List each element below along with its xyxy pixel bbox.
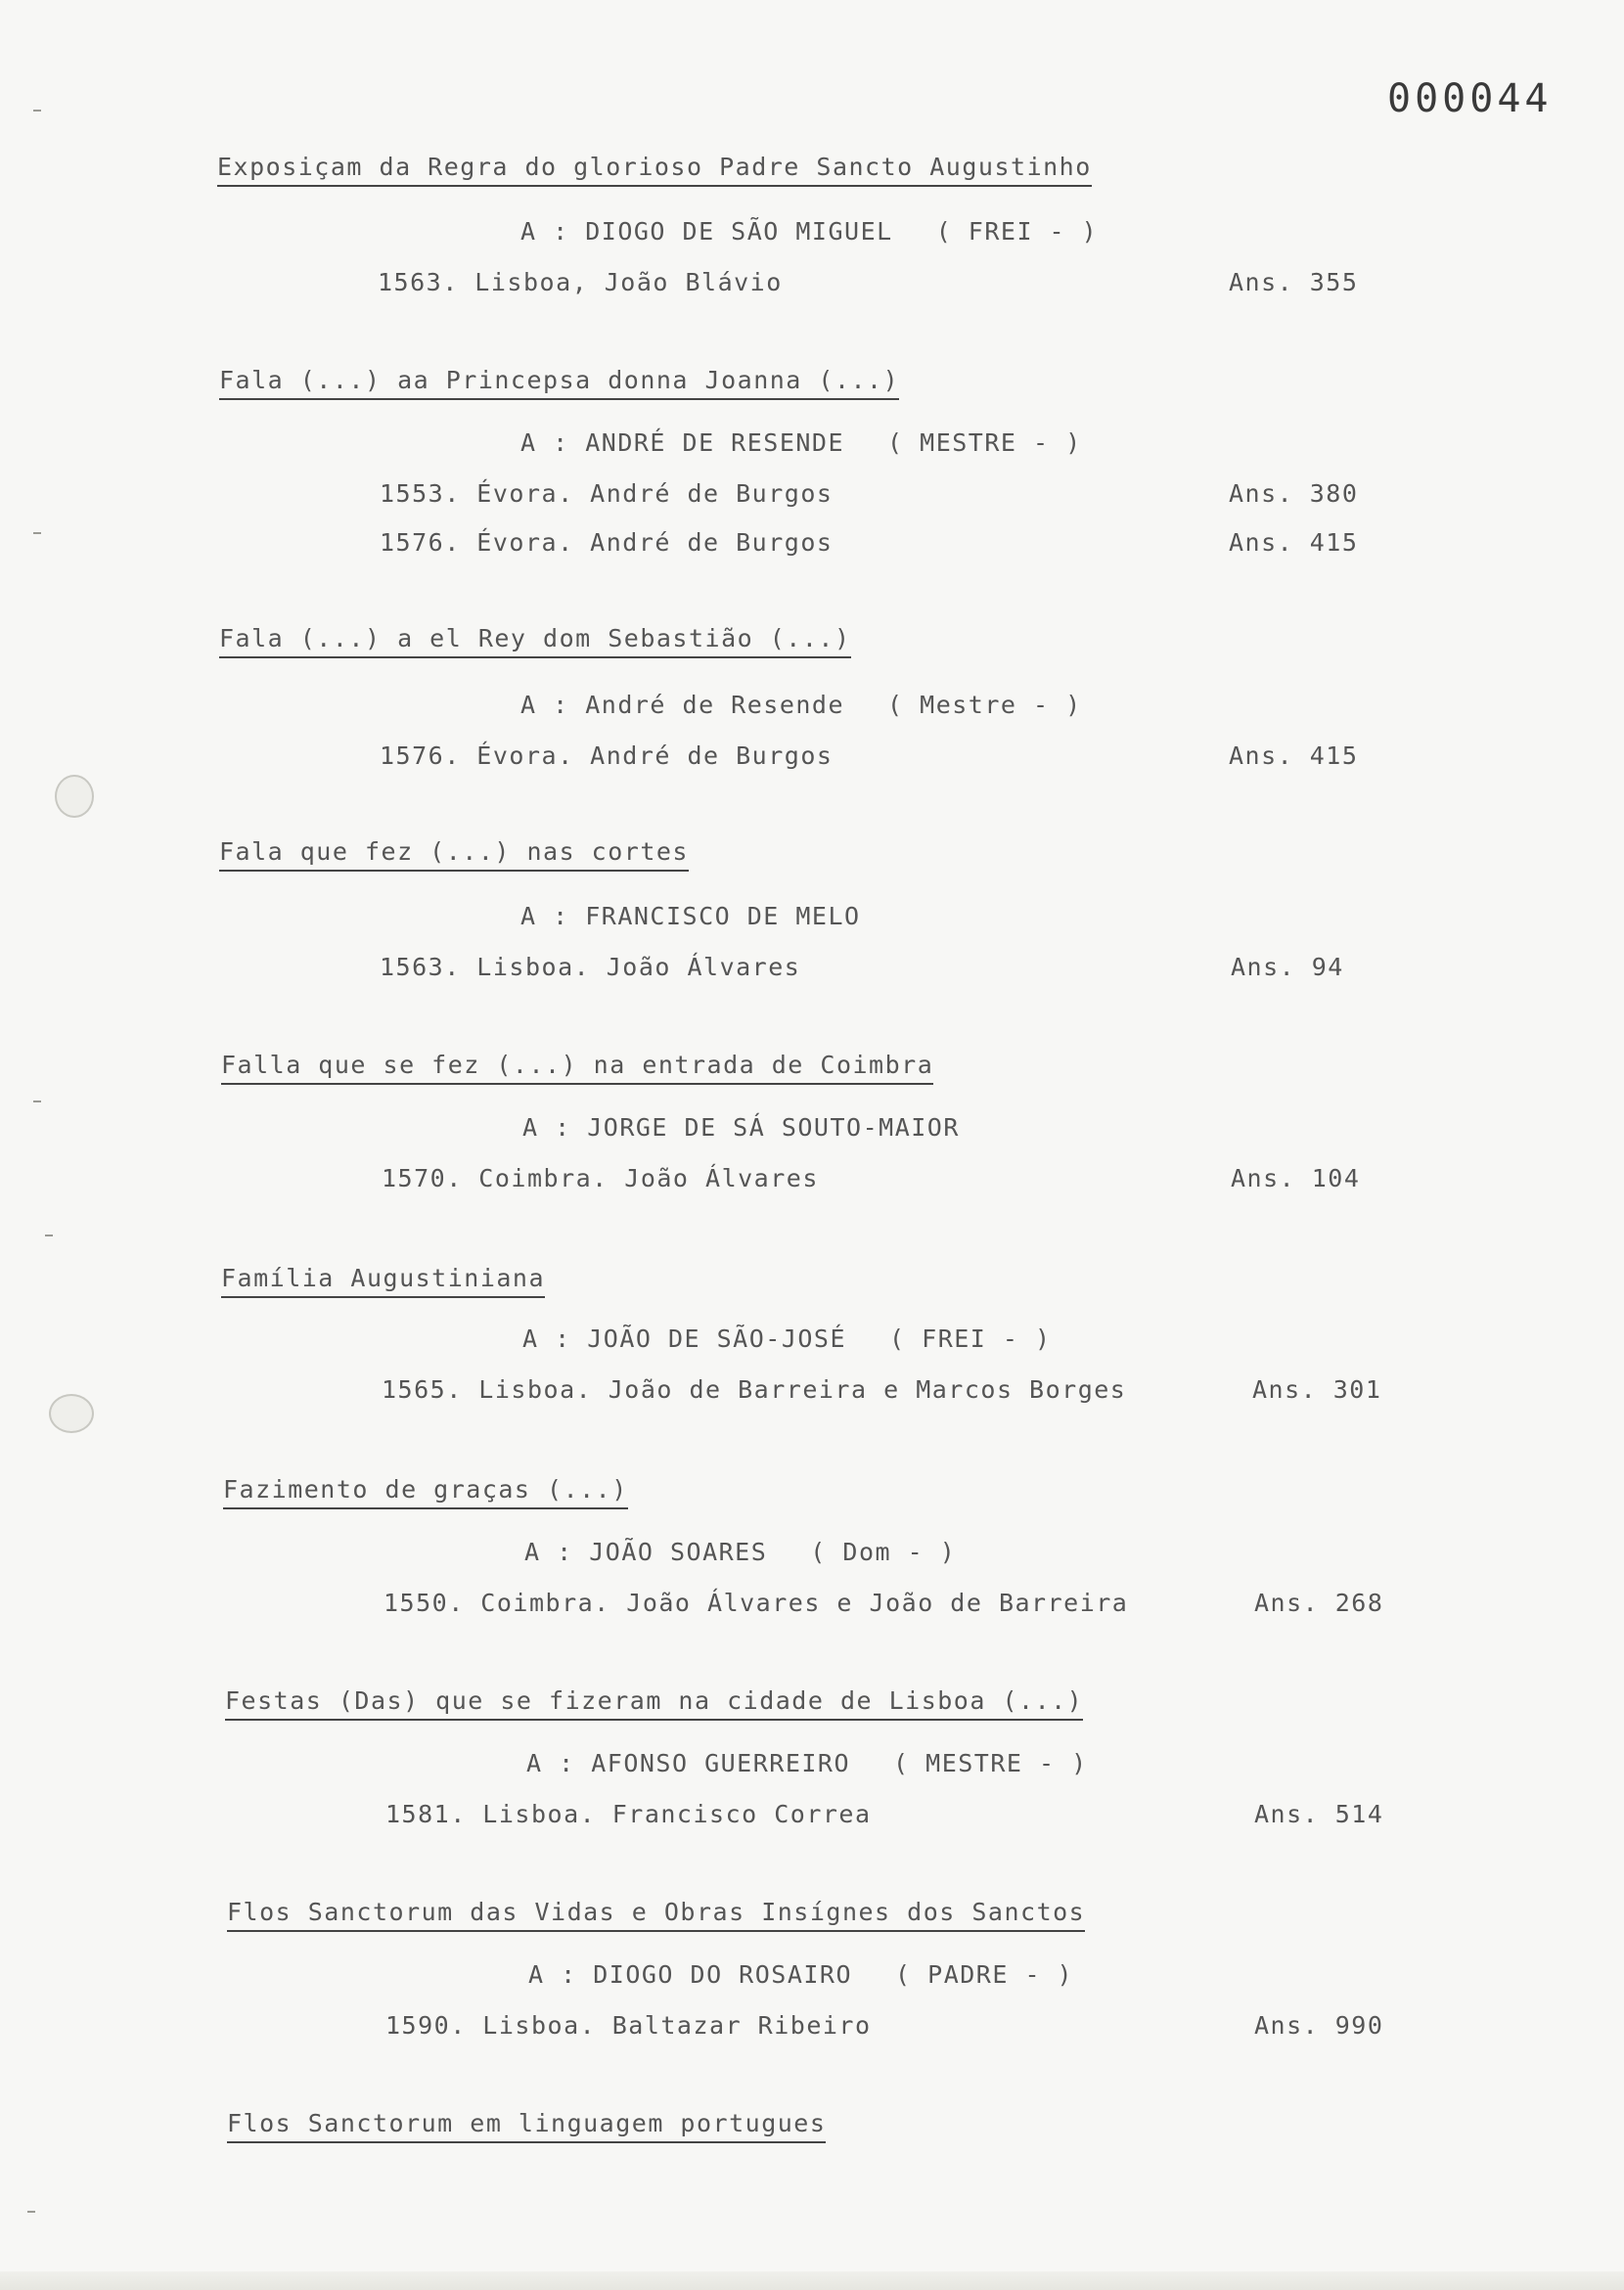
margin-mark bbox=[33, 110, 41, 112]
margin-mark bbox=[27, 2211, 35, 2213]
edition-line: 1590. Lisboa. Baltazar Ribeiro bbox=[385, 2011, 872, 2040]
edition-line: 1553. Évora. André de Burgos bbox=[380, 479, 834, 508]
ans-reference: Ans. 104 bbox=[1231, 1164, 1361, 1192]
page-bottom-edge bbox=[0, 2271, 1624, 2290]
author-role: ( PADRE - ) bbox=[895, 1960, 1074, 1989]
punch-hole-lower bbox=[49, 1394, 94, 1433]
author-role: ( MESTRE - ) bbox=[887, 428, 1082, 457]
author-prefix: A : bbox=[528, 1960, 594, 1989]
ans-reference: Ans. 268 bbox=[1254, 1589, 1384, 1617]
author-role: ( FREI - ) bbox=[935, 217, 1099, 246]
entry-title: Família Augustiniana bbox=[221, 1264, 545, 1298]
author-name: JOÃO SOARES bbox=[589, 1538, 768, 1566]
ans-reference: Ans. 301 bbox=[1252, 1375, 1382, 1404]
author-name: FRANCISCO DE MELO bbox=[585, 902, 861, 930]
author-prefix: A : bbox=[526, 1749, 592, 1777]
edition-line: 1576. Évora. André de Burgos bbox=[380, 741, 834, 770]
author-prefix: A : bbox=[520, 217, 586, 246]
edition-line: 1550. Coimbra. João Álvares e João de Barreira bbox=[383, 1589, 1129, 1617]
entry-title: Exposiçam da Regra do glorioso Padre Sancto Augustinho bbox=[217, 153, 1092, 187]
ans-reference: Ans. 380 bbox=[1229, 479, 1359, 508]
author-prefix: A : bbox=[524, 1538, 590, 1566]
author-line bbox=[520, 217, 1098, 246]
ans-reference: Ans. 990 bbox=[1254, 2011, 1384, 2040]
author-prefix: A : bbox=[520, 902, 586, 930]
author-name: JOÃO DE SÃO-JOSÉ bbox=[587, 1325, 847, 1353]
entry-title: Fazimento de graças (...) bbox=[223, 1475, 628, 1509]
author-prefix: A : bbox=[520, 428, 586, 457]
ans-reference: Ans. 94 bbox=[1231, 953, 1344, 981]
author-name: ANDRÉ DE RESENDE bbox=[585, 428, 845, 457]
margin-mark bbox=[33, 532, 41, 534]
punch-hole-upper bbox=[55, 775, 94, 818]
author-line bbox=[524, 1538, 956, 1566]
entry-title: Fala (...) a el Rey dom Sebastião (...) bbox=[219, 624, 851, 658]
author-name: DIOGO DE SÃO MIGUEL bbox=[585, 217, 893, 246]
author-name: AFONSO GUERREIRO bbox=[591, 1749, 851, 1777]
author-name: DIOGO DO ROSAIRO bbox=[593, 1960, 853, 1989]
edition-line: 1581. Lisboa. Francisco Correa bbox=[385, 1800, 872, 1828]
author-role: ( MESTRE - ) bbox=[893, 1749, 1088, 1777]
ans-reference: Ans. 514 bbox=[1254, 1800, 1384, 1828]
edition-line: 1563. Lisboa, João Blávio bbox=[378, 268, 783, 296]
author-role: ( FREI - ) bbox=[889, 1325, 1052, 1353]
author-line bbox=[520, 691, 1082, 719]
author-prefix: A : bbox=[522, 1113, 588, 1142]
margin-mark bbox=[33, 1100, 41, 1102]
author-line bbox=[528, 1960, 1073, 1989]
author-line bbox=[522, 1113, 1003, 1142]
author-line bbox=[520, 902, 904, 930]
author-name: André de Resende bbox=[585, 691, 845, 719]
entry-title: Fala (...) aa Princepsa donna Joanna (...) bbox=[219, 366, 899, 400]
author-role: ( Mestre - ) bbox=[887, 691, 1082, 719]
entry-title: Festas (Das) que se fizeram na cidade de Lisboa (...) bbox=[225, 1686, 1083, 1721]
author-line bbox=[522, 1325, 1052, 1353]
edition-line: 1570. Coimbra. João Álvares bbox=[382, 1164, 819, 1192]
ans-reference: Ans. 355 bbox=[1229, 268, 1359, 296]
edition-line: 1563. Lisboa. João Álvares bbox=[380, 953, 801, 981]
entry-title: Flos Sanctorum em linguagem portugues bbox=[227, 2109, 826, 2143]
edition-line: 1565. Lisboa. João de Barreira e Marcos Borges bbox=[382, 1375, 1127, 1404]
author-role: ( Dom - ) bbox=[810, 1538, 957, 1566]
author-line bbox=[526, 1749, 1088, 1777]
entry-title: Fala que fez (...) nas cortes bbox=[219, 837, 689, 872]
entry-title: Falla que se fez (...) na entrada de Coimbra bbox=[221, 1051, 933, 1085]
entry-title: Flos Sanctorum das Vidas e Obras Insígnes dos Sanctos bbox=[227, 1898, 1085, 1932]
author-prefix: A : bbox=[520, 691, 586, 719]
edition-line: 1576. Évora. André de Burgos bbox=[380, 528, 834, 557]
margin-mark bbox=[45, 1235, 53, 1236]
author-prefix: A : bbox=[522, 1325, 588, 1353]
author-line bbox=[520, 428, 1082, 457]
ans-reference: Ans. 415 bbox=[1229, 741, 1359, 770]
ans-reference: Ans. 415 bbox=[1229, 528, 1359, 557]
sheet-number: 000044 bbox=[1387, 76, 1553, 121]
author-name: JORGE DE SÁ SOUTO-MAIOR bbox=[587, 1113, 960, 1142]
